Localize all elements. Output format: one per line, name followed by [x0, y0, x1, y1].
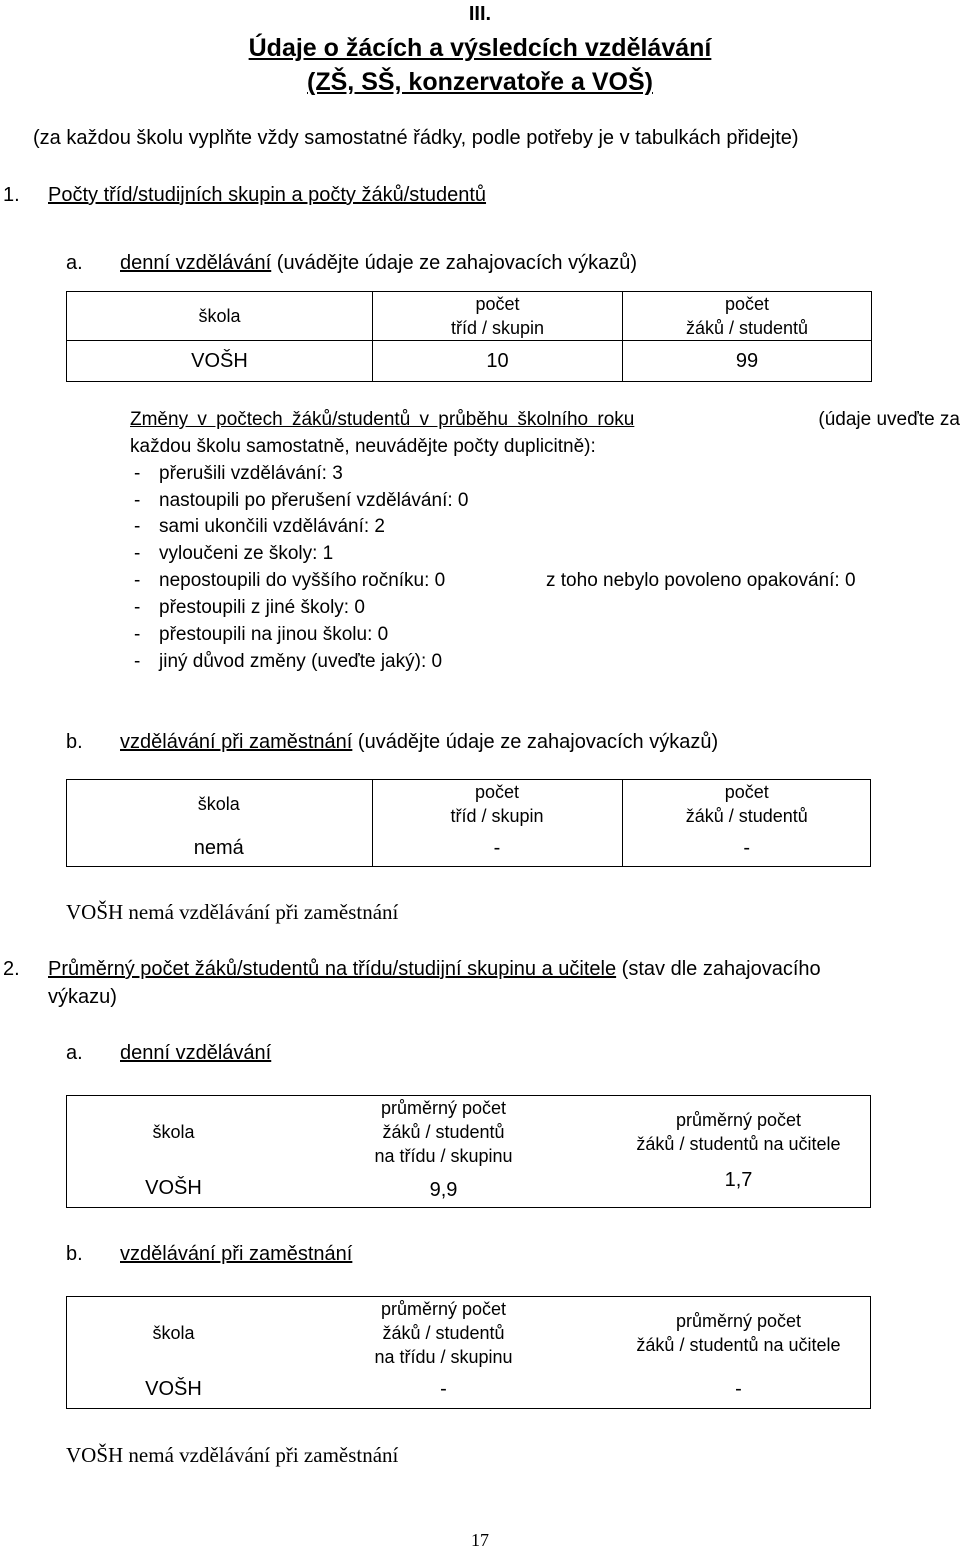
change-item-text: přerušili vzdělávání: 3	[159, 463, 343, 484]
header-line: na třídu / skupinu	[374, 1146, 513, 1166]
table-row	[67, 341, 872, 382]
section-1-number: 1.	[3, 184, 20, 206]
header-line: průměrný počet	[675, 1311, 802, 1331]
section-1b-letter: b.	[66, 731, 83, 753]
section-1b-note: (uvádějte údaje ze zahajovacích výkazů)	[357, 731, 719, 753]
change-item-text: jiný důvod změny (uveďte jaký): 0	[159, 651, 443, 672]
header-line: žáků / studentů	[382, 1323, 505, 1343]
cell-skola: VOŠH	[67, 341, 373, 382]
col-header-skola: škola	[67, 292, 373, 341]
col-header-prumer-na-tridu	[281, 1095, 606, 1169]
change-item	[134, 651, 140, 673]
cell-prumer-na-ucitele: -	[735, 1378, 742, 1400]
table-1a-counts	[66, 291, 872, 382]
section-1-title: Počty tříd/studijních skupin a počty žáků/studentů	[48, 184, 487, 206]
dash: -	[134, 624, 141, 645]
change-item	[134, 490, 140, 512]
section-2-title-note: (stav dle zahajovacího	[621, 958, 821, 980]
table-row	[66, 829, 871, 867]
col-header-pocet-trid	[372, 779, 622, 829]
header-line: tříd / skupin	[450, 806, 544, 826]
page-subtitle: (ZŠ, SŠ, konzervatoře a VOŠ)	[307, 68, 653, 96]
changes-heading-line-1	[130, 409, 960, 431]
section-2b-letter: b.	[66, 1243, 83, 1265]
header-line: žáků / studentů	[685, 806, 808, 826]
change-item-text: přestoupili z jiné školy: 0	[159, 597, 365, 618]
header-line: průměrný počet	[380, 1098, 507, 1118]
change-item-text: nastoupili po přerušení vzdělávání: 0	[159, 490, 469, 511]
change-item	[134, 463, 140, 485]
col-header-skola: škola	[197, 794, 240, 814]
header-line: počet	[474, 782, 520, 802]
col-header-prumer-na-ucitele	[606, 1095, 871, 1169]
table-row	[66, 1370, 871, 1409]
change-item	[134, 624, 140, 646]
header-line: průměrný počet	[675, 1110, 802, 1130]
header-line: počet	[724, 294, 770, 314]
section-2b-remark: VOŠH nemá vzdělávání při zaměstnání	[66, 1443, 399, 1467]
dash: -	[134, 516, 141, 537]
cell-skola: VOŠH	[145, 1378, 202, 1400]
cell-skola: nemá	[193, 836, 244, 859]
cell-pocet-zaku: -	[622, 829, 871, 867]
page-title: Údaje o žácích a výsledcích vzdělávání	[248, 34, 712, 62]
change-item	[134, 516, 140, 538]
cell-skola: VOŠH	[145, 1177, 202, 1199]
col-header-pocet-zaku	[623, 292, 872, 341]
cell-prumer-na-ucitele: 1,7	[724, 1169, 753, 1191]
section-2-number: 2.	[3, 958, 20, 980]
section-2a-letter: a.	[66, 1042, 83, 1064]
header-line: žáků / studentů	[685, 318, 809, 338]
change-item	[134, 543, 140, 565]
section-1a-letter: a.	[66, 252, 83, 274]
change-item-text: přestoupili na jinou školu: 0	[159, 624, 389, 645]
header-line: na třídu / skupinu	[374, 1347, 513, 1367]
table-2a-averages	[66, 1095, 871, 1208]
cell-prumer-na-tridu: 9,9	[429, 1179, 458, 1201]
section-2-title: Průměrný počet žáků/studentů na třídu/studijní skupinu a učitele	[48, 958, 617, 980]
col-header-prumer-na-ucitele	[606, 1296, 871, 1370]
section-1b-title: vzdělávání při zaměstnání	[120, 731, 353, 753]
col-header-pocet-zaku	[622, 779, 871, 829]
header-line: počet	[475, 294, 520, 314]
dash: -	[134, 463, 141, 484]
dash: -	[134, 651, 141, 672]
cell-pocet-trid: 10	[373, 341, 623, 382]
page-number: 17	[471, 1530, 489, 1550]
section-1a-note: (uvádějte údaje ze zahajovacích výkazů)	[276, 252, 638, 274]
cell-pocet-zaku: 99	[623, 341, 872, 382]
section-1a-heading	[120, 252, 637, 275]
section-1a-title: denní vzdělávání	[120, 252, 272, 274]
instruction-note: (za každou školu vyplňte vždy samostatné řádky, podle potřeby je v tabulkách přidejte)	[33, 127, 799, 149]
change-item-opakovani: z toho nebylo povoleno opakování: 0	[546, 570, 856, 591]
col-header-pocet-trid	[373, 292, 623, 341]
table-1b-counts	[66, 779, 871, 867]
changes-heading-line-2: každou školu samostatně, neuvádějte počty duplicitně):	[130, 436, 596, 457]
header-line: žáků / studentů na učitele	[636, 1335, 841, 1355]
header-line: tříd / skupin	[450, 318, 545, 338]
changes-title-note: (údaje uveďte za	[818, 409, 960, 430]
change-item	[134, 597, 140, 619]
changes-title: Změny v počtech žáků/studentů v průběhu školního roku	[130, 409, 635, 430]
change-item	[134, 570, 140, 592]
section-1b-heading	[120, 731, 718, 754]
section-2b-title: vzdělávání při zaměstnání	[120, 1243, 353, 1265]
cell-pocet-trid: -	[372, 829, 622, 867]
change-item-text: sami ukončili vzdělávání: 2	[159, 516, 385, 537]
table-row	[66, 1169, 871, 1208]
col-header-skola: škola	[152, 1122, 195, 1142]
header-line: počet	[724, 782, 769, 802]
header-line: žáků / studentů na učitele	[636, 1134, 841, 1154]
section-2-heading	[48, 958, 821, 981]
header-line: žáků / studentů	[382, 1122, 505, 1142]
section-2-heading-line-2: výkazu)	[48, 986, 117, 1008]
change-item-text: vyloučeni ze školy: 1	[159, 543, 334, 564]
section-roman-numeral: III.	[468, 3, 492, 25]
dash: -	[134, 490, 141, 511]
section-1b-remark: VOŠH nemá vzdělávání při zaměstnání	[66, 900, 399, 924]
table-2b-averages	[66, 1296, 871, 1409]
dash: -	[134, 570, 141, 591]
col-header-prumer-na-tridu	[281, 1296, 606, 1370]
dash: -	[134, 543, 141, 564]
dash: -	[134, 597, 141, 618]
col-header-skola: škola	[152, 1323, 195, 1343]
change-item-text: nepostoupili do vyššího ročníku: 0	[159, 570, 446, 591]
header-line: průměrný počet	[380, 1299, 507, 1319]
cell-prumer-na-tridu: -	[440, 1378, 447, 1400]
section-2a-title: denní vzdělávání	[120, 1042, 272, 1064]
